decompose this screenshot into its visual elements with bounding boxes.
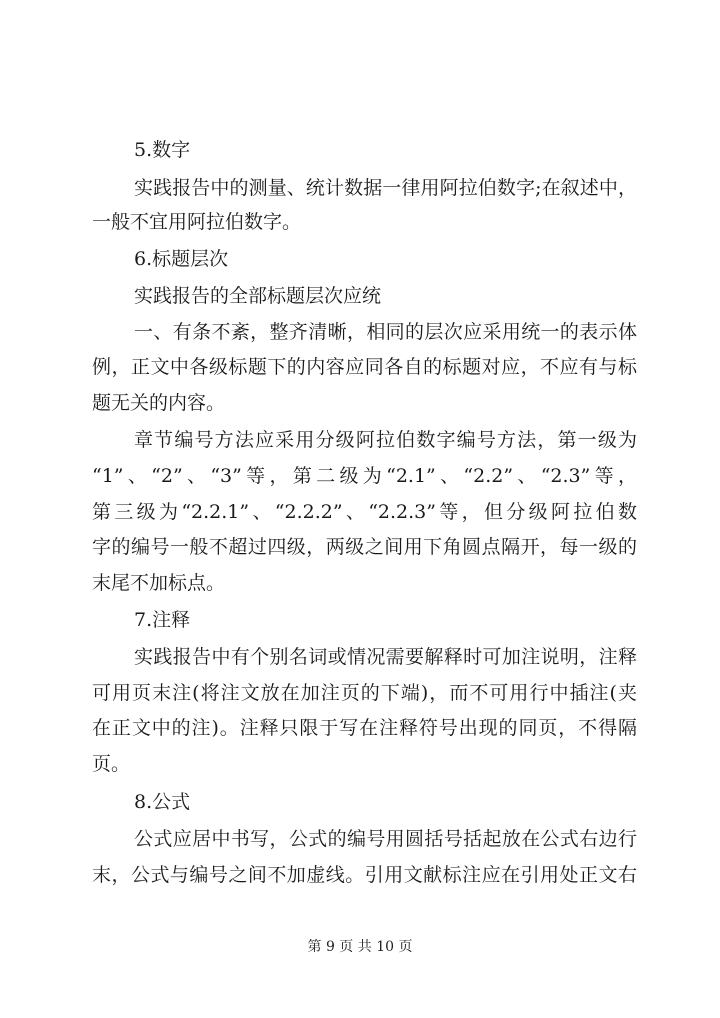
body-line: 末尾不加标点。 bbox=[92, 572, 226, 594]
body-line: 例，正文中各级标题下的内容应同各自的标题对应，不应有与标 bbox=[92, 356, 637, 378]
body-line: 一般不宜用阿拉伯数字。 bbox=[92, 211, 302, 233]
body-line: 实践报告的全部标题层次应统 bbox=[134, 285, 382, 307]
body-line: 页。 bbox=[92, 753, 131, 775]
body-line: 公式应居中书写，公式的编号用圆括号括起放在公式右边行 bbox=[134, 828, 637, 850]
body-line: 第三级为“2.2.1”、“2.2.2”、“2.2.3”等，但分级阿拉伯数 bbox=[92, 501, 637, 523]
section-heading-8: 8.公式 bbox=[134, 791, 191, 813]
section-heading-5: 5.数字 bbox=[134, 139, 191, 161]
body-line: “1”、“2”、“3”等，第二级为“2.1”、“2.2”、“2.3”等， bbox=[92, 465, 637, 487]
body-line: 可用页末注(将注文放在加注页的下端)，而不可用行中插注(夹 bbox=[92, 682, 637, 704]
body-line: 字的编号一般不超过四级，两级之间用下角圆点隔开，每一级的 bbox=[92, 536, 637, 558]
body-line: 在正文中的注)。注释只限于写在注释符号出现的同页，不得隔 bbox=[92, 717, 637, 739]
section-heading-6: 6.标题层次 bbox=[134, 248, 229, 270]
section-heading-7: 7.注释 bbox=[134, 609, 191, 631]
body-line: 一、有条不紊，整齐清晰，相同的层次应采用统一的表示体 bbox=[134, 321, 637, 343]
body-line: 题无关的内容。 bbox=[92, 392, 226, 414]
body-line: 章节编号方法应采用分级阿拉伯数字编号方法，第一级为 bbox=[134, 429, 637, 451]
page-number-footer: 第 9 页 共 10 页 bbox=[307, 939, 413, 955]
body-line: 末，公式与编号之间不加虚线。引用文献标注应在引用处正文右 bbox=[92, 864, 637, 886]
body-line: 实践报告中的测量、统计数据一律用阿拉伯数字;在叙述中， bbox=[134, 177, 637, 199]
body-line: 实践报告中有个别名词或情况需要解释时可加注说明，注释 bbox=[134, 646, 637, 668]
